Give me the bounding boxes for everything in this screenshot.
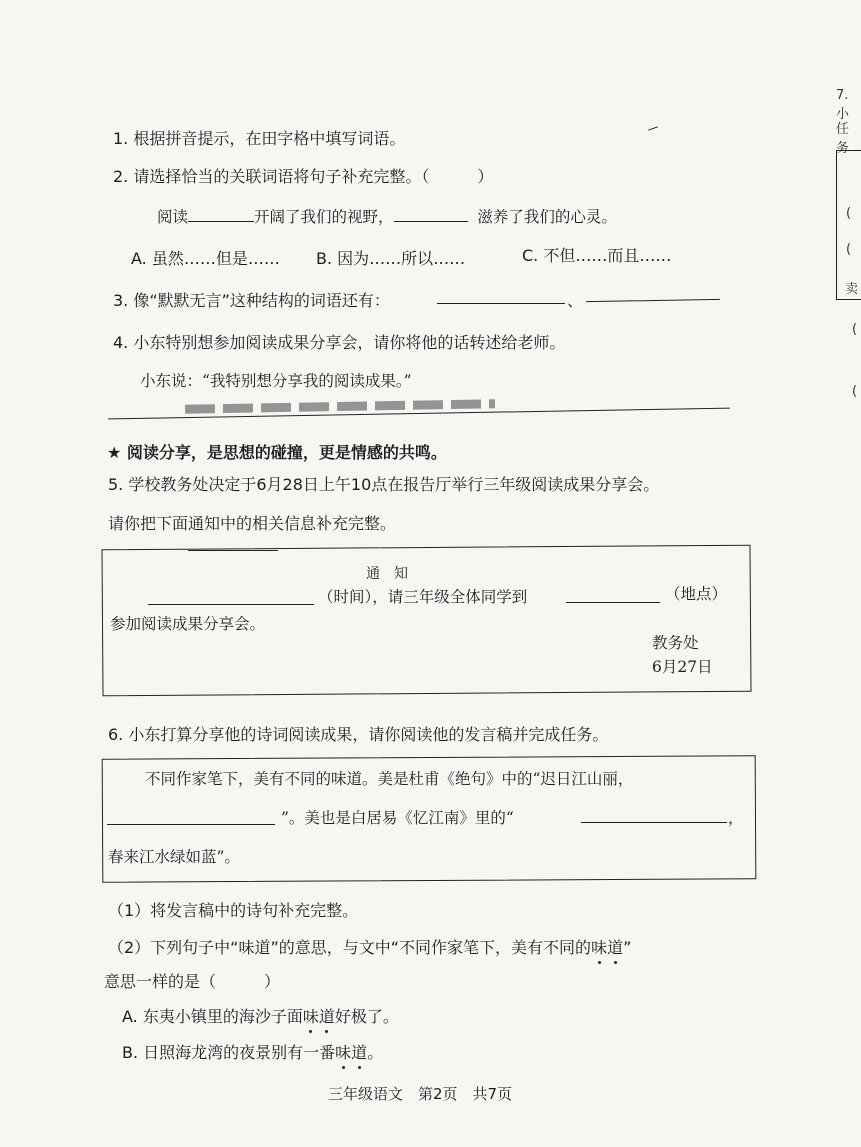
- q2-part-c: 滋养了我们的心灵。: [477, 208, 617, 226]
- notice-place-blank[interactable]: [566, 602, 660, 603]
- question-6: 6. 小东打算分享他的诗词阅读成果，请你阅读他的发言稿并完成任务。: [108, 725, 609, 744]
- edge-fragment: 卖: [845, 282, 859, 297]
- q2-option-c: C. 不但……而且……: [522, 246, 672, 265]
- task-2-line-2: 意思一样的是（ ）: [104, 972, 281, 991]
- edge-fragment: (: [852, 384, 858, 399]
- speech-line-3: 春来江水绿如蓝”。: [108, 848, 240, 866]
- option-b-text: B. 日照海龙湾的夜景别有一番: [122, 1043, 336, 1062]
- emphasis-char-dao: 道: [607, 935, 623, 958]
- edge-fragment: 7.小: [836, 88, 850, 122]
- task-2-text: （2）下列句子中“味道”的意思，与文中“不同作家笔下，美有不同的: [108, 938, 592, 957]
- speech-comma: ，: [728, 809, 744, 827]
- speech-blank-1[interactable]: [107, 824, 275, 825]
- q2-sentence: [157, 205, 617, 227]
- emphasis-char-wei: 味: [591, 935, 607, 958]
- option-a: [122, 1004, 399, 1027]
- notice-date: 6月27日: [652, 658, 713, 676]
- notice-signature: 教务处: [652, 634, 699, 652]
- q3-blank-2[interactable]: [586, 299, 720, 302]
- q2-blank-2[interactable]: [394, 205, 468, 222]
- pen-mark: [648, 126, 658, 130]
- page-footer: 三年级语文 第2页 共7页: [328, 1085, 513, 1103]
- question-5-line-2: 请你把下面通知中的相关信息补充完整。: [108, 514, 397, 533]
- question-2: 2. 请选择恰当的关联词语将句子补充完整。（ ）: [113, 167, 494, 186]
- option-b-emphasis-1: 味: [335, 1040, 351, 1063]
- option-a-end: 好极了。: [334, 1007, 399, 1026]
- question-1: 1. 根据拼音提示，在田字格中填写词语。: [113, 129, 406, 148]
- q2-option-b: B. 因为……所以……: [316, 249, 466, 268]
- task-2: [108, 935, 631, 958]
- edge-fragment: (: [852, 322, 858, 337]
- notice-time-label: （时间），请三年级全体同学到: [318, 588, 528, 606]
- task-1: （1）将发言稿中的诗句补充完整。: [108, 901, 359, 920]
- task-2-quote-end: ”: [623, 938, 632, 957]
- q2-blank-1[interactable]: [188, 205, 254, 222]
- edge-fragment: 任务: [836, 122, 850, 156]
- speech-blank-2[interactable]: [581, 822, 727, 823]
- q4-quote: 小东说：“我特别想分享我的阅读成果。”: [140, 372, 412, 390]
- notice-time-blank[interactable]: [148, 604, 314, 605]
- notice-line-2: 参加阅读成果分享会。: [110, 615, 266, 633]
- q3-separator: 、: [567, 291, 584, 310]
- option-a-text: A. 东夷小镇里的海沙子面: [122, 1007, 303, 1026]
- question-5-line-1: 5. 学校教务处决定于6月28日上午10点在报告厅举行三年级阅读成果分享会。: [108, 475, 660, 494]
- option-b: [122, 1040, 383, 1063]
- speech-line-2: ”。美也是白居易《忆江南》里的“: [281, 809, 514, 827]
- edge-fragment: (: [846, 242, 852, 257]
- question-3: 3. 像“默默无言”这种结构的词语还有：: [113, 291, 390, 310]
- q3-blank-1[interactable]: [437, 303, 565, 304]
- q2-option-a: A. 虽然……但是……: [131, 249, 280, 268]
- speech-line-1: 不同作家笔下，美有不同的味道。美是杜甫《绝句》中的“迟日江山丽，: [145, 770, 634, 788]
- edge-fragment: (: [846, 206, 852, 221]
- notice-title: 通 知: [366, 566, 408, 582]
- option-a-emphasis-2: 道: [319, 1004, 335, 1027]
- question-4: 4. 小东特别想参加阅读成果分享会，请你将他的话转述给老师。: [113, 333, 566, 352]
- scan-mark: [188, 550, 278, 551]
- section-title: ★ 阅读分享，是思想的碰撞，更是情感的共鸣。: [107, 443, 447, 462]
- option-a-emphasis-1: 味: [303, 1004, 319, 1027]
- option-b-emphasis-2: 道: [351, 1040, 367, 1063]
- q2-part-b: 开阔了我们的视野，: [254, 208, 394, 226]
- option-b-end: 。: [367, 1043, 384, 1062]
- q2-part-a: 阅读: [157, 208, 189, 226]
- notice-place-label: （地点）: [665, 585, 728, 603]
